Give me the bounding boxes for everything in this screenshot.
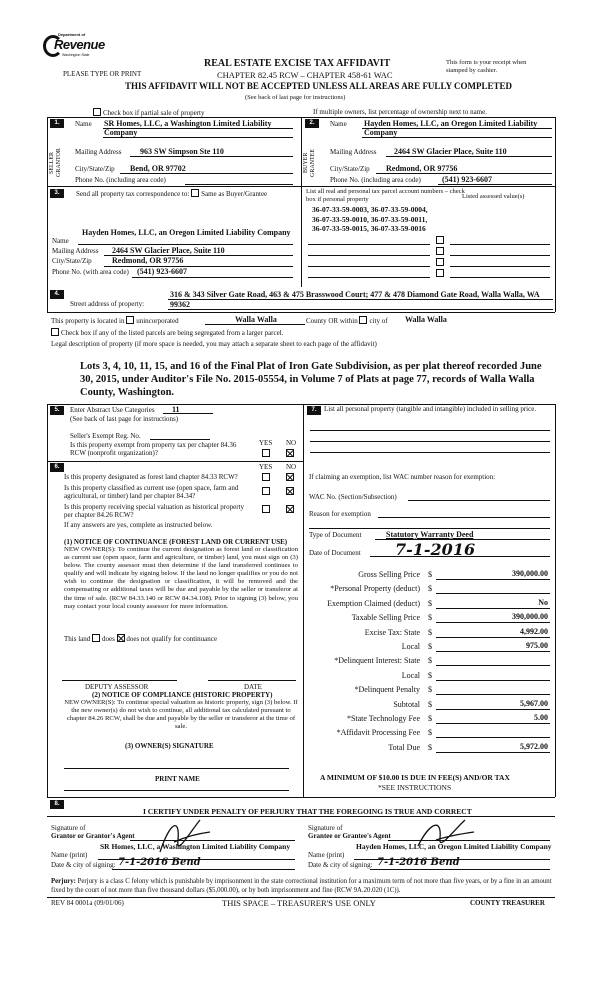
reason-line (378, 517, 550, 518)
seller-name-line2 (103, 137, 293, 138)
please-type: PLEASE TYPE OR PRINT (63, 70, 142, 78)
county-name: Walla Walla (235, 315, 277, 324)
fee-currency: $ (428, 685, 432, 695)
unincorporated-checkbox[interactable] (126, 316, 134, 324)
buyer-name: Hayden Homes, LLC, an Oregon Limited Liability Company (364, 119, 538, 137)
parcel-list-label: List all real and personal tax parcel account numbers – check box if personal property (306, 188, 465, 203)
legal-label: Legal description of property (if more space is needed, you may attach a separate sheet to each page of the affidavit) (51, 340, 377, 348)
minimum-note: A MINIMUM OF $10.00 IS DUE IN FEE(S) AND/OR TAX (320, 773, 510, 782)
grantor-sig-label: Signature of (51, 824, 86, 832)
fee-label: Subtotal (393, 699, 420, 709)
forest-yes[interactable] (262, 473, 272, 482)
doc-type: Statutory Warranty Deed (386, 530, 474, 539)
section-6-number: 6. (50, 463, 64, 472)
sec3-name-label: Name (52, 237, 69, 245)
reason-label: Reason for exemption (309, 510, 371, 518)
abstract-value: 11 (172, 405, 180, 414)
grantor-date-label: Date & city of signing: (51, 861, 116, 869)
buyer-name-label: Name (330, 120, 347, 128)
same-as-label: Same as Buyer/Grantee (201, 190, 268, 198)
fee-label: Gross Selling Price (358, 570, 420, 579)
forest-question: Is this property designated as forest land chapter 84.33 RCW? (64, 473, 238, 481)
fee-currency: $ (428, 714, 432, 723)
fee-currency: $ (428, 742, 432, 752)
grantee-date: 7-1-2016 Bend (377, 857, 460, 868)
treasurer-space: THIS SPACE – TREASURER'S USE ONLY (222, 898, 376, 908)
city-checkbox[interactable] (359, 316, 367, 324)
sec6-no-header: NO (286, 463, 297, 471)
parcel-numbers: 36-07-33-59-0003, 36-07-33-59-0004, 36-07-33-59-0010, 36-07-33-59-0011, 36-07-33-59-0015, 36-07-33-59-0016 (312, 205, 428, 233)
sec8-top-border (47, 797, 555, 798)
historic-question: Is this property receiving special valuation as historical property per chapter 84.26 RCW? (64, 503, 245, 520)
does-not-checkbox[interactable] (117, 634, 125, 642)
parcel-line-1 (308, 244, 430, 245)
reason-line-2 (309, 528, 550, 529)
fee-label: *Delinquent Interest: State (334, 656, 420, 666)
section-4-number: 4. (50, 290, 64, 299)
seller-mail: 963 SW Simpson Ste 110 (140, 147, 224, 156)
historic-yes[interactable] (262, 505, 272, 514)
abstract-label: Enter Abstract Use Categories (70, 406, 155, 414)
deputy-line (62, 680, 177, 681)
street-line (168, 299, 553, 300)
fee-currency: $ (428, 642, 432, 651)
seller-mail-label: Mailing Address (75, 148, 122, 156)
fee-label: *Personal Property (deduct) (330, 584, 420, 594)
exempt-no-checkbox[interactable] (286, 449, 294, 458)
buyer-phone-line (438, 184, 552, 185)
exempt-reg-line (150, 439, 210, 440)
lower-left-border (47, 404, 48, 797)
logo-line1: Department of (58, 32, 86, 37)
fee-line (436, 651, 550, 652)
notice1-text: NEW OWNER(S): To continue the current designation as forest land or classification as current use (open space, farm and agriculture, or timber) land, you must sign on (3) below. The county assessor must then determine if the land transferred continues to qualify and will indicate by signing below. If the land no longer qualifies or you do not wish to continue the designation or classification, it will be removed and the compensating or additional taxes will be due and payable by the seller or transferor at the time of sale. (RCW 84.33.140 or RCW 84.34.108). Prior to signing (3) below, you may contact your local county assessor for more information. (64, 546, 298, 610)
exempt-reg: Seller's Exempt Reg. No. (70, 432, 141, 440)
sec3-city-line (104, 266, 293, 267)
section-2-number: 2. (305, 119, 319, 128)
seller-side-label: SELLER GRANTOR (49, 148, 63, 178)
buyer-city-label: City/State/Zip (330, 165, 370, 173)
seller-city-label: City/State/Zip (75, 165, 115, 173)
fee-value: 390,000.00 (512, 612, 548, 622)
sec3-city-label: City/State/Zip (52, 257, 92, 265)
fee-line (436, 680, 550, 681)
logo-line3: Washington State (62, 53, 90, 57)
grantor-print-name: SR Homes, LLC, a Washington Limited Liability Company (100, 842, 291, 851)
buyer-mail-line (386, 156, 552, 157)
personal-line-2 (310, 441, 550, 442)
fee-line (436, 694, 550, 695)
send-correspondence (76, 189, 267, 198)
partial-sale-label: Check box if partial sale of property (103, 109, 205, 117)
notice2-title: (2) NOTICE OF COMPLIANCE (HISTORIC PROPERTY) (92, 691, 273, 699)
fee-line (436, 665, 550, 666)
fee-label: *Affidavit Processing Fee (336, 728, 420, 738)
seller-city: Bend, OR 97702 (130, 164, 186, 173)
personal-line-1 (310, 430, 550, 431)
fee-label: Taxable Selling Price (351, 613, 420, 623)
grantor-signature (150, 812, 220, 862)
street-address: 316 & 343 Silver Gate Road, 463 & 475 Brasswood Court; 477 & 478 Diamond Gate Road, Walla Walla, WA 99362 (170, 290, 540, 309)
doc-date-line (370, 556, 550, 557)
grantee-name-label: Name (print) (308, 851, 345, 859)
fee-value: 5,972.00 (520, 741, 548, 751)
form-warning: THIS AFFIDAVIT WILL NOT BE ACCEPTED UNLESS ALL AREAS ARE FULLY COMPLETED (125, 81, 513, 91)
date-line (208, 680, 296, 681)
wac-claim: If claiming an exemption, list WAC number reason for exemption: (309, 473, 496, 481)
owner-sig-label: (3) OWNER(S) SIGNATURE (125, 742, 214, 750)
fee-label: Local (401, 642, 420, 651)
perjury-label: Perjury: (51, 878, 76, 885)
same-as-checkbox[interactable] (191, 189, 199, 197)
exempt-yes-checkbox[interactable] (262, 449, 272, 458)
yes-header: YES (259, 439, 273, 447)
city-of-label: city of (369, 317, 388, 325)
buyer-phone-label: Phone No. (including area code) (330, 176, 421, 184)
parcel-checkbox-2[interactable] (436, 247, 446, 256)
sec4-bottom (47, 312, 555, 313)
fee-label: Exemption Claimed (deduct) (327, 598, 420, 608)
buyer-city: Redmond, OR 97756 (386, 164, 458, 173)
seller-name: SR Homes, LLC, a Washington Limited Liability Company (104, 119, 272, 137)
abstract-line (163, 413, 213, 414)
current-use-yes[interactable] (262, 487, 272, 496)
notice1-title: (1) NOTICE OF CONTINUANCE (FOREST LAND OR CURRENT USE) (64, 538, 288, 546)
fee-label: *Delinquent Penalty (354, 685, 420, 695)
notice2-text: NEW OWNER(S): To continue special valuation as historic property, sign (3) below. If the new owner(s) do not wish to continue, all additional tax calculated pursuant to chapter 84.26 RCW, shall be due and payable by the seller or transferor at the time of sale. (64, 699, 298, 731)
grantee-date-line (370, 869, 550, 870)
sec4-left (47, 287, 48, 312)
seller-city-line (120, 173, 293, 174)
if-yes-note: If any answers are yes, complete as instructed below. (64, 521, 213, 529)
county-or-label: County OR within (306, 317, 358, 325)
seller-name-label: Name (75, 120, 92, 128)
fee-currency: $ (428, 570, 432, 579)
does-label: does (102, 635, 115, 643)
assessed-label: Listed assessed value(s) (462, 193, 525, 200)
fee-currency: $ (428, 584, 432, 594)
rev-number: REV 84 0001a (09/01/06) (51, 899, 124, 907)
seller-mail-line (130, 156, 293, 157)
sec3-mail: 2464 SW Glacier Place, Suite 110 (112, 246, 225, 255)
fee-label: Total Due (388, 742, 420, 752)
perjury-text: Perjury is a class C felony which is punishable by imprisonment in the state correctional institution for a maximum term of not more than five years, or by a fine in an amount fixed by the court of not more than five thousand dollars ($5,000.00), or by both imprisonment and fine (RCW 9A.20.020 (1C)). (51, 878, 552, 894)
section-5-number: 5. (50, 406, 64, 415)
fee-line (436, 637, 550, 638)
no-header: NO (286, 439, 297, 447)
buyer-phone: (541) 923-6607 (442, 175, 492, 184)
grantor-name-label: Name (print) (51, 851, 88, 859)
county-treasurer: COUNTY TREASURER (470, 899, 545, 907)
section-3-number: 3. (50, 189, 64, 198)
seller-phone-label: Phone No. (including area code) (75, 176, 166, 184)
fee-line (436, 723, 550, 724)
print-name-label: PRINT NAME (155, 775, 200, 783)
fee-line (436, 622, 550, 623)
sec3-city: Redmond, OR 97756 (112, 256, 184, 265)
sec3-phone-label: Phone No. (with area code) (52, 268, 129, 276)
located-label: This property is located in (51, 317, 125, 325)
unincorporated-label: unincorporated (136, 317, 179, 325)
doc-type-label: Type of Document (309, 531, 362, 539)
receipt-note: This form is your receipt when stamped by cashier. (446, 59, 527, 74)
personal-line-3 (310, 452, 550, 453)
fee-currency: $ (428, 670, 432, 680)
grantee-sig-label: Signature of (308, 824, 343, 832)
assessed-line-1 (450, 244, 550, 245)
fee-label: Excise Tax: State (364, 627, 420, 637)
exempt-question: Is this property exempt from property tax per chapter 84.36 RCW (nonprofit organization)? (70, 441, 237, 458)
grantee-date-label: Date & city of signing: (308, 861, 373, 869)
section-7-number: 7. (307, 406, 321, 415)
parcel-line-3 (308, 266, 430, 267)
assessed-line-4 (450, 277, 550, 278)
sec1-bottom-border (47, 186, 555, 187)
personal-property-label: List all personal property (tangible and intangible) included in selling price. (324, 405, 537, 413)
perjury-notice (51, 878, 556, 895)
sec3-phone: (541) 923-6607 (137, 267, 187, 276)
segregated-row (51, 328, 283, 337)
fee-value: No (538, 597, 548, 607)
legal-description: Lots 3, 4, 10, 11, 15, and 16 of the Final Plat of Iron Gate Subdivision, as per plat thereof recorded June 30, 2015, under Auditor's File No. 2015-05554, in Volume 7 of Plats at page 77, records of Walla Walla County, Washington. (80, 361, 542, 398)
section-8-number: 8. (50, 800, 64, 809)
multiple-owners-note: If multiple owners, list percentage of ownership next to name. (313, 108, 487, 116)
doc-date-label: Date of Document (309, 549, 361, 557)
located-row (51, 316, 179, 325)
fee-line (436, 608, 550, 609)
form-title: REAL ESTATE EXCISE TAX AFFIDAVIT (204, 58, 391, 69)
buyer-name-line (362, 128, 552, 129)
buyer-name-line2 (362, 137, 552, 138)
seller-phone-line (185, 184, 293, 185)
does-not-label: does not qualify for continuance (126, 635, 217, 643)
fee-value: 5,967.00 (520, 698, 548, 708)
sec6-yes-header: YES (259, 463, 273, 471)
dor-logo (40, 32, 105, 61)
left-border (47, 117, 48, 312)
sec3-name-line (78, 244, 293, 245)
wac-no-line (408, 500, 550, 501)
date-label: DATE (244, 683, 262, 691)
this-land-row (64, 634, 217, 643)
sec4-right (555, 287, 556, 312)
owner-sig-line (64, 768, 289, 769)
assessed-line-2 (450, 255, 550, 256)
historic-no[interactable] (286, 505, 294, 514)
sec3-name: Hayden Homes, LLC, an Oregon Limited Liability Company (82, 228, 291, 237)
deputy-label: DEPUTY ASSESSOR (85, 683, 149, 691)
lower-mid-border (303, 404, 304, 797)
parcel-checkbox-1[interactable] (436, 236, 446, 245)
abstract-see-back: (See back of last page for instructions) (70, 415, 179, 423)
county-line (205, 324, 305, 325)
grantor-date: 7-1-2016 Bend (118, 857, 201, 868)
certify-statement: I CERTIFY UNDER PENALTY OF PERJURY THAT THE FOREGOING IS TRUE AND CORRECT (143, 807, 472, 816)
doc-date: 7-1-2016 (395, 540, 476, 559)
parcel-line-2 (308, 255, 430, 256)
does-checkbox[interactable] (92, 634, 100, 642)
fee-currency: $ (428, 598, 432, 608)
fee-value: 390,000.00 (512, 569, 548, 578)
grantee-agent-label: Grantee or Grantee's Agent (308, 832, 391, 840)
logo-word: Revenue (54, 37, 105, 52)
county-or-row (306, 316, 388, 325)
segregated-checkbox[interactable] (51, 328, 59, 336)
fee-value: 975.00 (526, 641, 548, 650)
fee-currency: $ (428, 627, 432, 637)
grantor-agent-label: Grantor or Grantor's Agent (51, 832, 135, 840)
fee-currency: $ (428, 613, 432, 623)
fee-line (436, 752, 550, 753)
section-1-number: 1. (50, 119, 64, 128)
lower-right-border (555, 404, 556, 797)
fee-currency: $ (428, 656, 432, 666)
buyer-mail-label: Mailing Address (330, 148, 377, 156)
assessed-line-3 (450, 266, 550, 267)
street-line-2 (168, 309, 553, 310)
sec6-top-border (47, 461, 303, 462)
see-back-note: (See back of last page for instructions) (245, 94, 346, 101)
buyer-side-label: BUYER GRANTEE (303, 149, 317, 177)
sec3-mail-label: Mailing Address (52, 247, 99, 255)
this-land-label: This land (64, 635, 91, 643)
print-name-line (64, 790, 289, 791)
fee-currency: $ (428, 728, 432, 738)
fee-value: 5.00 (534, 713, 548, 722)
current-use-question: Is this property classified as current use (open space, farm and agricultural, or timber) land per chapter 84.34? (64, 484, 239, 501)
current-use-no[interactable] (286, 487, 294, 496)
wac-no-label: WAC No. (Section/Subsection) (309, 493, 397, 501)
fee-line (436, 737, 550, 738)
parcel-checkbox-3[interactable] (436, 258, 446, 267)
seller-name-line (103, 128, 293, 129)
mid-border-top (301, 117, 302, 312)
grantor-date-line (112, 869, 295, 870)
fee-line (436, 593, 550, 594)
buyer-city-line (376, 173, 552, 174)
segregated-label: Check box if any of the listed parcels are being segregated from a larger parcel. (61, 329, 284, 337)
city-name: Walla Walla (405, 315, 447, 324)
fee-line (436, 579, 550, 580)
grantee-print-name: Hayden Homes, LLC, an Oregon Limited Liability Company (356, 842, 552, 851)
forest-no[interactable] (286, 473, 294, 482)
parcel-checkbox-4[interactable] (436, 269, 446, 278)
fee-label: Local (401, 670, 420, 680)
sec3-phone-line (132, 277, 293, 278)
send-label: Send all property tax correspondence to: (76, 190, 190, 198)
fee-currency: $ (428, 699, 432, 709)
partial-sale-check[interactable] (93, 108, 204, 117)
see-instructions: *SEE INSTRUCTIONS (378, 783, 452, 792)
street-label: Street address of property: (70, 300, 145, 308)
parcel-line-4 (308, 277, 430, 278)
fee-line (436, 709, 550, 710)
right-border (555, 117, 556, 312)
form-subtitle: CHAPTER 82.45 RCW – CHAPTER 458-61 WAC (217, 70, 393, 80)
fee-label: *State Technology Fee (346, 714, 420, 723)
buyer-mail: 2464 SW Glacier Place, Suite 110 (394, 147, 507, 156)
fee-value: 4,992.00 (520, 626, 548, 636)
